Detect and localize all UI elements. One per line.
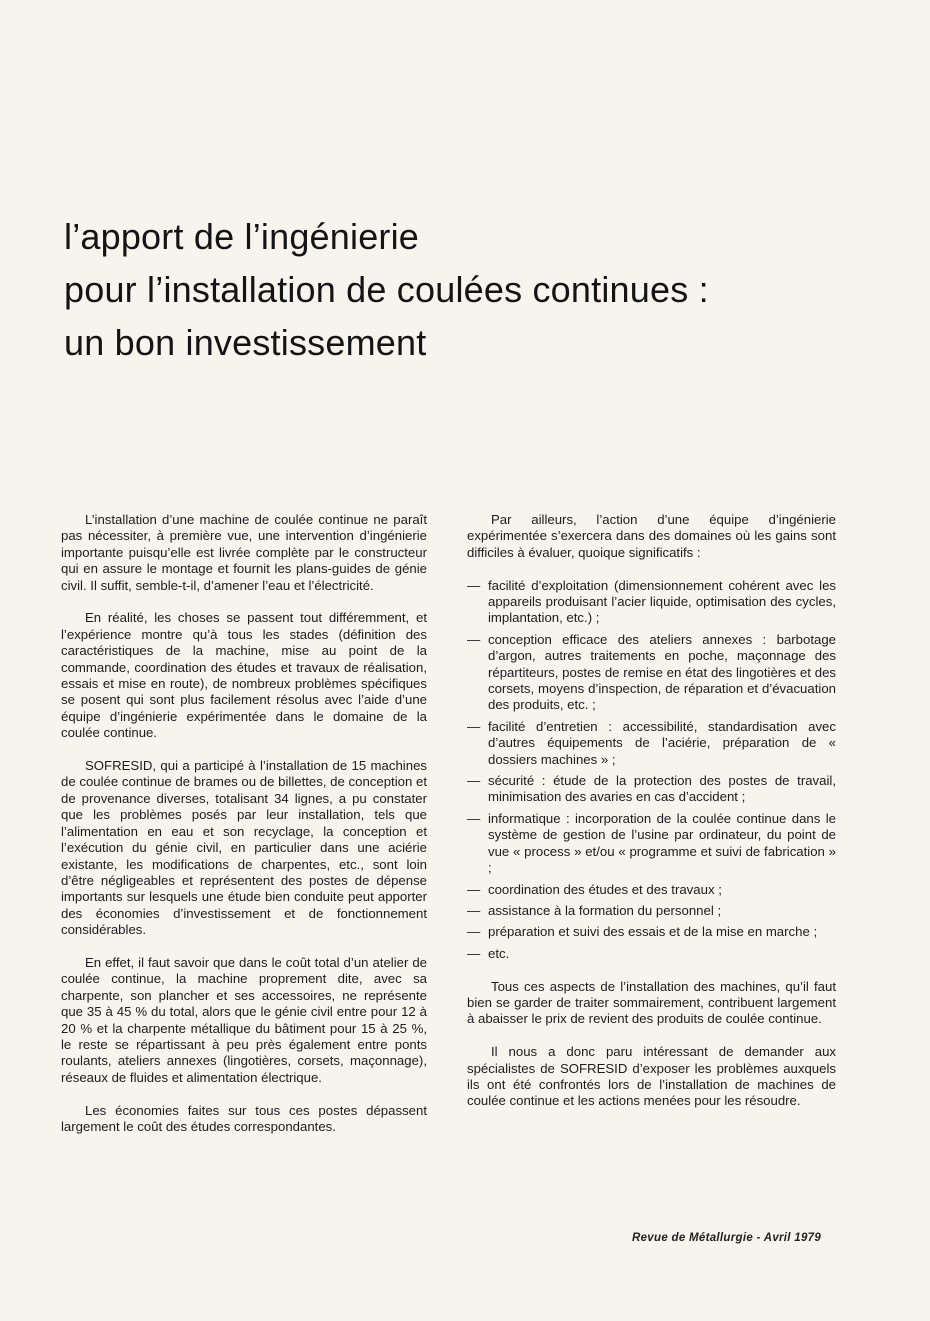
list-item [467, 903, 836, 919]
dash-bullet: — [467, 773, 481, 789]
list-item-text: préparation et suivi des essais et de la mise en marche ; [488, 924, 818, 940]
right-column [467, 512, 836, 1126]
list-item [467, 882, 836, 898]
list-item [467, 719, 836, 768]
dash-bullet: — [467, 881, 481, 897]
paragraph-costs: En effet, il faut savoir que dans le coût total d’un atelier de coulée continue, la machine proprement dite, avec sa charpente, son plancher et ses accessoires, ne représente que 35 à 45 % du total, alors que le génie civil entre pour 12 à 20 % et la charpente métallique du bâtiment pour 15 à 25 %, le reste se répartissant à peu près également entre ponts roulants, ateliers annexes (lingotières, corsets, maçonnage), réseaux de fluides et alimentation électrique. [61, 954, 427, 1085]
paragraph-domains: Par ailleurs, l’action d’une équipe d’ingénierie expérimentée s’exercera dans des domaines où les gains sont difficiles à évaluer, quoique significatifs : [467, 512, 836, 560]
list-item-text: coordination des études et des travaux ; [488, 881, 722, 897]
list-item-text: sécurité : étude de la protection des postes de travail, minimisation des avaries en cas d’accident ; [488, 773, 836, 805]
list-item-text: conception efficace des ateliers annexes : barbotage d’argon, autres traitements en poche, maçonnage des répartiteurs, postes de remise en état des lingotières et des corsets, moyens d’inspection, de réparation et d’évacuation des produits, etc. ; [488, 631, 836, 713]
journal-footer: Revue de Métallurgie - Avril 1979 [632, 1232, 822, 1244]
list-item [467, 632, 836, 714]
dash-bullet: — [467, 902, 481, 918]
left-column [61, 512, 427, 1152]
title-line-1: l’apport de l’ingénierie [64, 216, 420, 257]
dash-bullet: — [467, 810, 481, 826]
paragraph-conclusion: Il nous a donc paru intéressant de demander aux spécialistes de SOFRESID d’exposer les problèmes auxquels ils ont été confrontés lors de l’installation de machines de coulée continue et les actions menées pour les résoudre. [467, 1044, 836, 1109]
title-line-2: pour l’installation de coulées continues : [64, 269, 709, 310]
paragraph-reality: En réalité, les choses se passent tout différemment, et l’expérience montre qu’à tous les stades (définition des caractéristiques de la machine, mise au point de la commande, coordination des études et travaux de réalisation, essais et mise en route), de nombreux problèmes spécifiques se posent qui sont plus facilement résolus avec l’aide d’une équipe d’ingénierie expérimentée dans le domaine de la coulée continue. [61, 610, 427, 741]
article-title [64, 210, 884, 369]
paragraph-savings: Les économies faites sur tous ces postes dépassent largement le coût des études correspondantes. [61, 1102, 427, 1134]
domains-list [467, 578, 836, 963]
dash-bullet: — [467, 924, 481, 940]
paragraph-intro: L’installation d’une machine de coulée continue ne paraît pas nécessiter, à première vue, une intervention d’ingénierie importante puisqu’elle est livrée complète par le constructeur qui en assure le montage et fournit les plans-guides de génie civil. Il suffit, semble-t-il, d’amener l’eau et l’électricité. [61, 512, 427, 593]
list-item-text: etc. [488, 945, 510, 961]
dash-bullet: — [467, 577, 481, 593]
list-item [467, 924, 836, 940]
paragraph-sofresid: SOFRESID, qui a participé à l’installation de 15 machines de coulée continue de brames ou de billettes, de conception et de provenance diverses, totalisant 34 lignes, a pu constater que les problèmes posés par leur installation, tels que l’alimentation en eau et son recyclage, la conception et l’exécution du génie civil, en particulier dans une aciérie existante, les modifications de charpentes, etc., sont loin d’être négligeables et représentent des postes de dépense importants sur lesquels une étude bien conduite peut apporter des économies d’investissement et de fonctionnement considérables. [61, 758, 427, 938]
dash-bullet: — [467, 718, 481, 734]
dash-bullet: — [467, 631, 481, 647]
list-item-text: facilité d’entretien : accessibilité, standardisation avec d’autres équipements de l’aciérie, préparation de « dossiers machines » ; [488, 718, 836, 767]
list-item [467, 811, 836, 877]
list-item [467, 773, 836, 806]
dash-bullet: — [467, 945, 481, 961]
paragraph-aspects: Tous ces aspects de l’installation des machines, qu’il faut bien se garder de traiter sommairement, contribuent largement à abaisser le prix de revient des produits de coulée continue. [467, 978, 836, 1027]
list-item [467, 578, 836, 627]
list-item [467, 946, 836, 962]
list-item-text: assistance à la formation du personnel ; [488, 902, 722, 918]
list-item-text: informatique : incorporation de la coulée continue dans le système de gestion de l’usine par ordinateur, du point de vue « process » et/ou « programme et suivi de fabrication » ; [488, 810, 836, 876]
title-line-3: un bon investissement [64, 322, 427, 363]
list-item-text: facilité d’exploitation (dimensionnement cohérent avec les appareils produisant l’acier liquide, optimisation des cycles, implantation, etc.) ; [488, 577, 836, 626]
